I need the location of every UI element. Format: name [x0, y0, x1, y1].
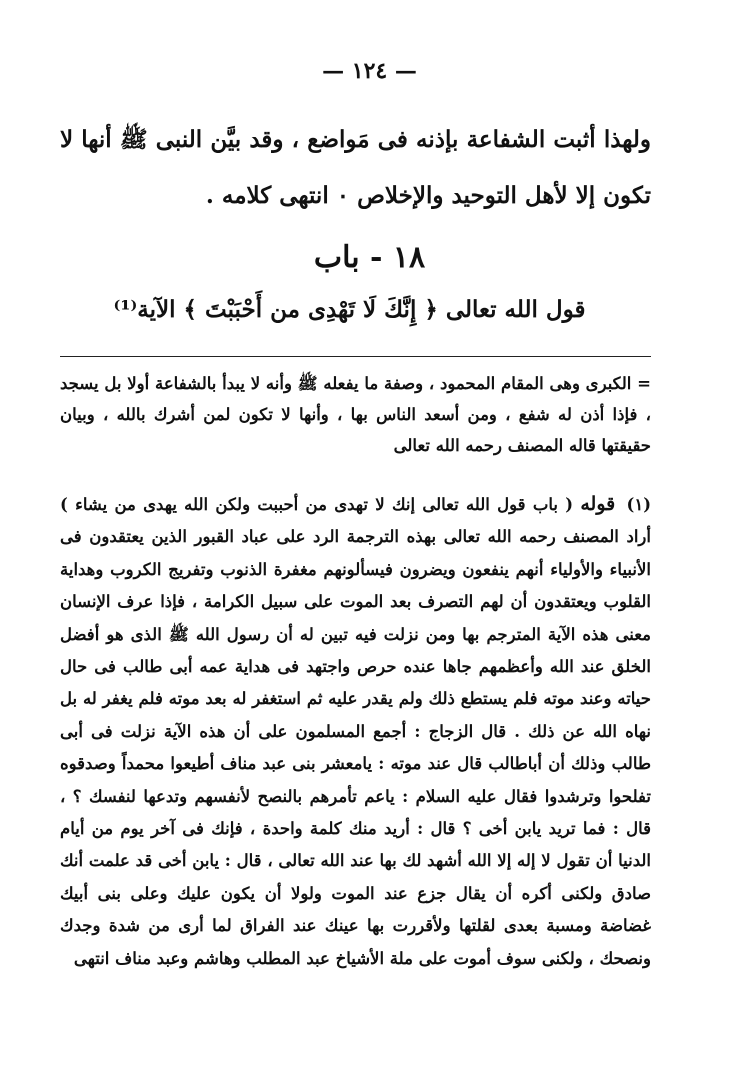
chapter-subtitle: قول الله تعالى ﴿ إِنَّكَ لَا تَهْدِى من أَحْبَبْتَ ﴾ الآية⁽¹⁾	[113, 296, 586, 323]
footnote	[60, 488, 651, 975]
footnote-marker: (١)	[626, 495, 651, 514]
chapter-heading: ١٨ - باب	[313, 240, 426, 275]
footnote-keyword: قوله	[580, 493, 616, 515]
page-number: — ١٢٤ —	[322, 58, 417, 84]
main-paragraph: ولهذا أثبت الشفاعة بإذنه فى مَواضع ، وقد بيَّن النبى ﷺ أنها لا تكون إلا لأهل التوحيد والإخلاص ٠ انتهى كلامه .	[60, 126, 651, 209]
footnote-text: ( باب قول الله تعالى إنك لا تهدى من أحببت ولكن الله يهدى من يشاء ) أراد المصنف رحمه الله تعالى بهذه الترجمة الرد على عباد القبور الذين يعتقدون فى الأنبياء والأولياء أنهم ينفعون ويضرون فيسألونهم مغفرة الذنوب وتفريج الكروب وهداية القلوب ويعتقدون أن لهم التصرف بعد الموت على سبيل الكرامة ، فإذا عرف الإنسان معنى هذه الآية المترجم بها ومن نزلت فيه تبين له أن رسول الله ﷺ الذى هو أفضل الخلق عند الله وأعظمهم جاها عنده حرص واجتهد فى هداية عمه أبى طالب فى حال حياته وعند موته فلم يستطع ذلك ولم يقدر عليه ثم استغفر له بعد موته فلم يغفر له بل نهاه الله عن ذلك . قال الزجاج : أجمع المسلمون على أن هذه الآية نزلت فى أبى طالب وذلك أن أباطالب قال عند موته : يامعشر بنى عبد مناف أطيعوا محمداً وصدقوه تفلحوا وترشدوا فقال عليه السلام : ياعم تأمرهم بالنصح لأنفسهم وتدعها لنفسك ؟ ، قال : فما تريد يابن أخى ؟ قال : أريد منك كلمة واحدة ، فإنك فى آخر يوم من أيام الدنيا أن تقول لا إله إلا الله أشهد لك بها عند الله تعالى ، قال : يابن أخى قد علمت أنك صادق ولكنى أكره أن يقال جزع عند الموت ولولا أن يكون عليك وعلى بنى أبيك غضاضة ومسبة بعدى لقلتها ولأقررت بها عينك عند الفراق لما أرى من شدة وجدك ونصحك ، ولكنى سوف أموت على ملة الأشياخ عبد المطلب وهاشم وعبد مناف انتهى	[60, 495, 651, 968]
footnote-divider	[60, 356, 651, 357]
footnote-continuation: = الكبرى وهى المقام المحمود ، وصفة ما يفعله ﷺ وأنه لا يبدأ بالشفاعة أولا بل يسجد ، فإذا أذن له شفع ، ومن أسعد الناس بها ، وأنها لا تكون لمن أشرك بالله ، وبيان حقيقتها قاله المصنف رحمه الله تعالى	[60, 374, 651, 455]
